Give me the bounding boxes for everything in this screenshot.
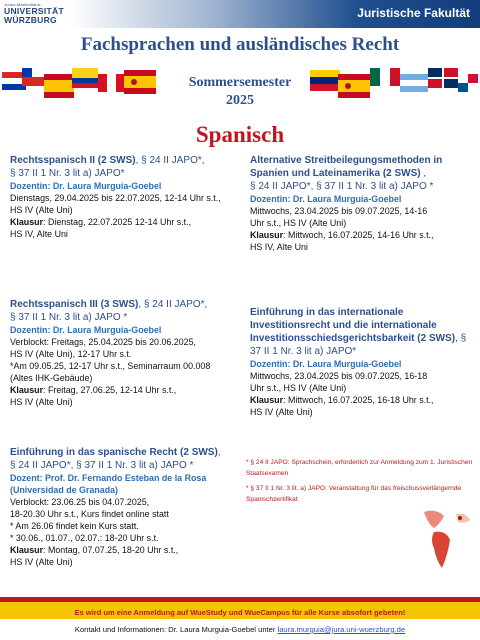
exam-label: Klausur (250, 395, 284, 405)
course-title (10, 298, 238, 311)
course-exam (250, 394, 474, 406)
course-title-law-2-text: § 37 II 1 Nr. 3 lit a) JAPO* (10, 168, 125, 179)
course-schedule-line: Verblockt: Freitags, 25.04.2025 bis 20.06.2025, (10, 337, 197, 347)
course-title-main: Rechtsspanisch II (2 SWS) (10, 155, 136, 166)
course-title-law-2 (250, 180, 474, 193)
semester-label (170, 74, 310, 110)
exam-location: HS IV, Alte Uni (250, 242, 308, 252)
course-title-main: Einführung in das internationale Investitionsrecht und die internationale Investitionsschiedsgerichtsbarkeit (2 SWS) (250, 307, 456, 344)
exam-detail: : Dienstag, 22.07.2025 12-14 Uhr s.t., (43, 217, 192, 227)
course-title-law-2 (10, 459, 242, 472)
course-title-law: , § 24 II JAPO*, (138, 299, 208, 310)
course-title-law-2 (10, 167, 238, 180)
course-schedule-line: *Am 09.05.25, 12-17 Uhr s.t., Seminarraum 00.008 (10, 361, 211, 371)
course-schedule-line: Mittwochs, 23.04.2025 bis 09.07.2025, 16-18 (250, 371, 428, 381)
logo-small-text: Julius-Maximilians- (4, 2, 42, 7)
course-lecturer: Dozentin: Dr. Laura Murguía-Goebel (250, 359, 402, 369)
course-title-law: , (420, 168, 427, 179)
course-schedule-line: Dienstags, 29.04.2025 bis 22.07.2025, 12-14 Uhr s.t., (10, 193, 221, 203)
logo-line-2: WÜRZBURG (4, 15, 57, 25)
exam-label: Klausur (250, 230, 284, 240)
course-schedule-line: 18-20.30 Uhr s.t., Kurs findet online statt (10, 509, 169, 519)
registration-message: Es wird um eine Anmeldung auf WueStudy und WueCampus für alle Kurse absofort gebeten! (74, 608, 406, 617)
exam-location: HS IV (Alte Uni) (250, 407, 313, 417)
course-lecturer: Dozentin: Dr. Laura Murguía-Goebel (10, 325, 162, 335)
course-streitbeilegung (250, 154, 474, 253)
course-schedule-line: HS IV (Alte Uni), 12-17 Uhr s.t. (10, 349, 132, 359)
faculty-name: Juristische Fakultät (357, 6, 470, 20)
course-schedule-line: Uhr s.t., HS IV (Alte Uni) (250, 218, 347, 228)
footnotes (246, 457, 474, 505)
header-bar (0, 0, 480, 28)
university-logo (4, 2, 68, 26)
course-title-main: Einführung in das spanische Recht (2 SWS) (10, 447, 218, 458)
course-title-main: Alternative Streitbeilegungsmethoden in Spanien und Lateinamerika (2 SWS) (250, 155, 443, 179)
course-lecturer: Dozent: Prof. Dr. Fernando Esteban de la Rosa (Universidad de Granada) (10, 473, 207, 495)
semester-line-1: Sommersemester (188, 75, 292, 90)
course-schedule-line: * 30.06., 01.07., 02.07.: 18-20 Uhr s.t. (10, 533, 159, 543)
course-exam (10, 544, 242, 556)
contact-text: Kontakt und Informationen: Dr. Laura Murguia-Goebel unter (74, 625, 278, 634)
contact-email-link[interactable]: laura.murguia@jura.uni-wuerzburg.de (277, 625, 406, 634)
contact-info (0, 625, 480, 634)
course-title-main: Rechtsspanisch III (3 SWS) (10, 299, 139, 310)
exam-location: HS IV, Alte Uni (10, 229, 68, 239)
course-title-law-2-text: § 24 II JAPO*, § 37 II 1 Nr. 3 lit a) JAPO * (10, 460, 194, 471)
exam-location: HS IV (Alte Uni) (10, 397, 73, 407)
course-title-law-2-text: § 37 II 1 Nr. 3 lit a) JAPO * (10, 312, 128, 323)
course-spanisches-recht (10, 446, 242, 568)
world-map-illustration (414, 506, 474, 576)
course-lecturer: Dozentin: Dr. Laura Murguía-Goebel (250, 194, 402, 204)
registration-banner (0, 597, 480, 619)
course-schedule-line: HS IV (Alte Uni) (10, 205, 73, 215)
banner-stripe (0, 597, 480, 602)
semester-year: 2025 (226, 93, 254, 108)
course-title-law-2-text: § 24 II JAPO*, § 37 II 1 Nr. 3 lit a) JAPO * (250, 181, 434, 192)
course-title (10, 446, 242, 459)
course-title-law: , § 24 II JAPO*, (135, 155, 205, 166)
course-investitionsrecht (250, 306, 474, 418)
exam-detail: : Mittwoch, 16.07.2025, 14-16 Uhr s.t., (283, 230, 434, 240)
course-exam (250, 229, 474, 241)
exam-detail: : Mittwoch, 16.07.2025, 16-18 Uhr s.t., (283, 395, 434, 405)
course-title (250, 306, 474, 358)
exam-label: Klausur (10, 545, 44, 555)
course-schedule-line: Mittwochs, 23.04.2025 bis 09.07.2025, 14-16 (250, 206, 428, 216)
course-title-law: , § 37 II 1 Nr. 3 lit a) JAPO* (250, 333, 467, 357)
course-title (250, 154, 474, 180)
flag-row-left (0, 66, 170, 100)
course-title-law: , (217, 447, 221, 458)
exam-label: Klausur (10, 385, 44, 395)
subject-heading: Spanisch (195, 122, 285, 147)
exam-label: Klausur (10, 217, 44, 227)
page-title: Fachsprachen und ausländisches Recht (80, 34, 400, 55)
course-exam (10, 384, 238, 396)
flags-right-illustration (310, 66, 480, 100)
course-lecturer: Dozentin: Dr. Laura Murguía-Goebel (10, 181, 162, 191)
course-schedule-line: Uhr s.t., HS IV (Alte Uni) (250, 383, 347, 393)
flag-row-right (310, 66, 480, 100)
exam-detail: : Freitag, 27.06.25, 12-14 Uhr s.t., (43, 385, 177, 395)
course-schedule-line: (Altes IHK-Gebäude) (10, 373, 93, 383)
flags-left-illustration (0, 66, 170, 100)
course-title (10, 154, 238, 167)
exam-location: HS IV (Alte Uni) (10, 557, 73, 567)
course-schedule-line: Verblockt: 23.06.25 bis 04.07.2025, (10, 497, 150, 507)
logo-line-1: UNIVERSITÄT (4, 6, 64, 16)
exam-detail: : Montag, 07.07.25, 18-20 Uhr s.t., (43, 545, 179, 555)
course-rechtsspanisch-2 (10, 154, 238, 240)
footnote-japo-24: * § 24 II JAPO: Sprachschein, erforderlich zur Anmeldung zum 1. Juristischen Staatsexamen (246, 459, 473, 477)
course-title-law-2 (10, 311, 238, 324)
course-rechtsspanisch-3 (10, 298, 238, 408)
course-exam (10, 216, 238, 228)
footnote-japo-37: * § 37 II 1 Nr. 3 lit. a) JAPO: Veranstaltung für das freischussverlängernde Spanischzertifikat (246, 485, 462, 503)
course-schedule-line: * Am 26.06 findet kein Kurs statt. (10, 521, 139, 531)
